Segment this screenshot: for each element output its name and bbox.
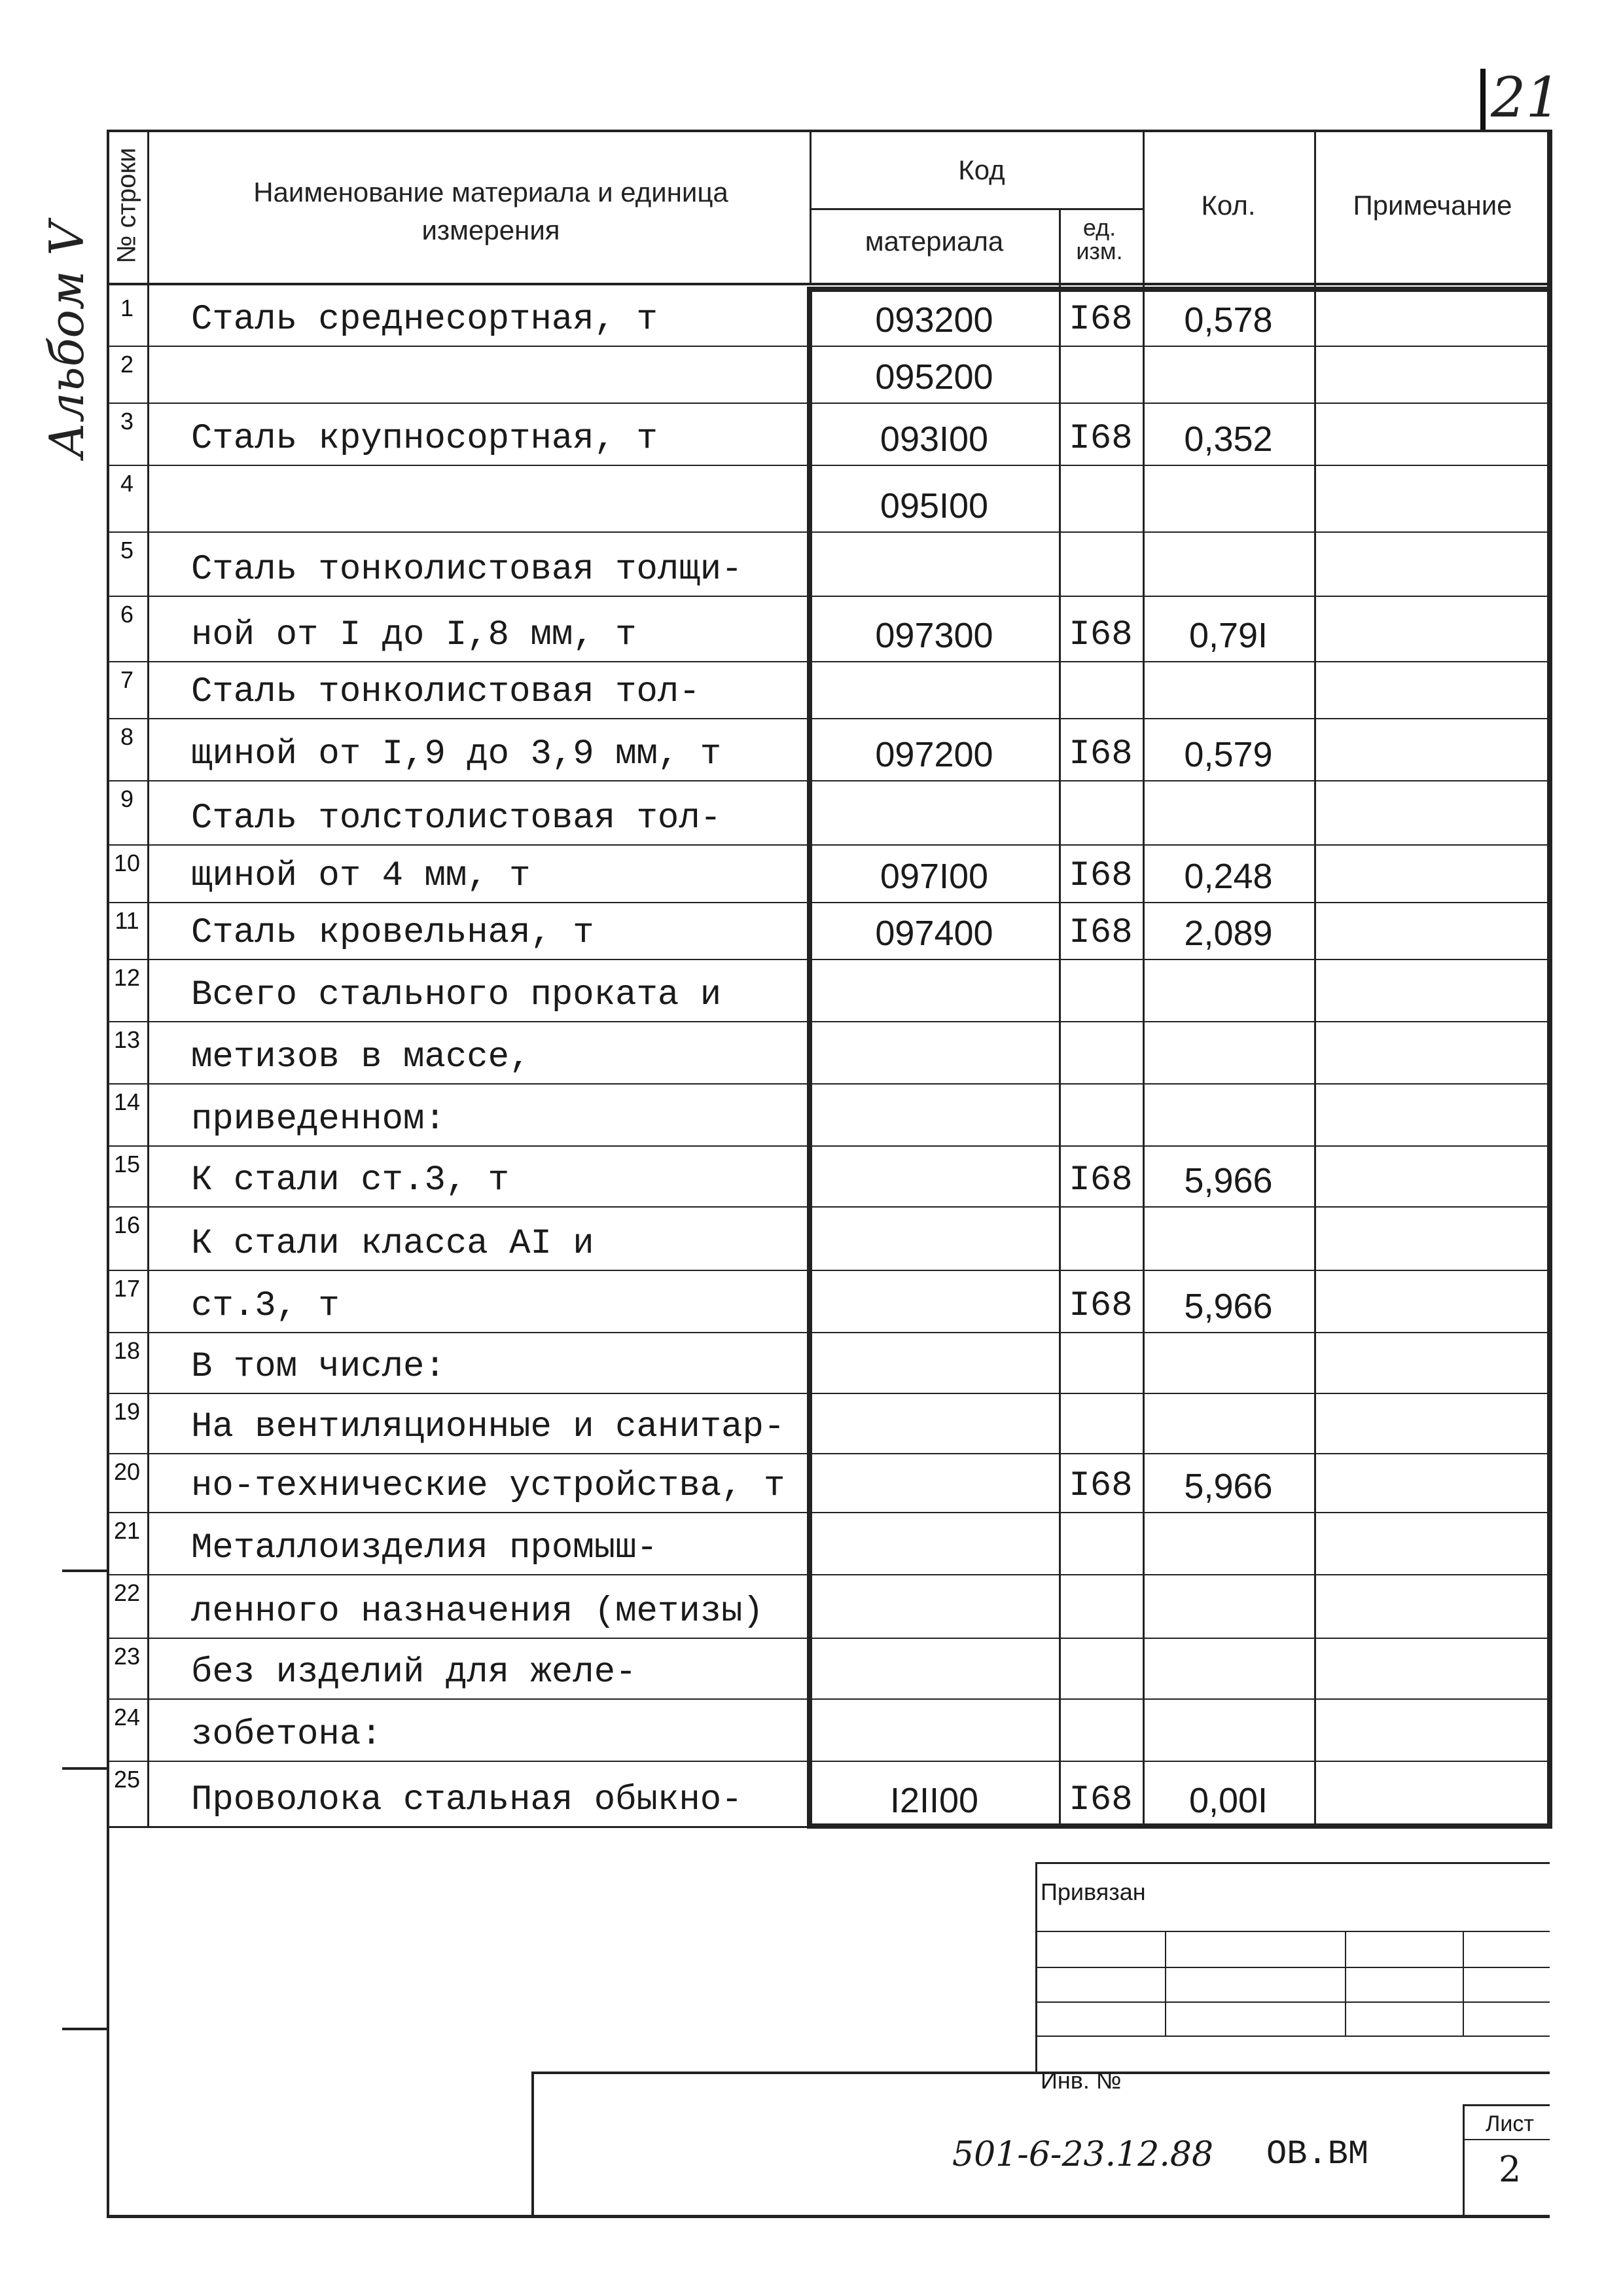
unit-code: I68 — [1069, 1286, 1133, 1326]
material-code: 097400 — [875, 914, 993, 953]
page-number-bar — [1480, 69, 1486, 131]
unit-code: I68 — [1069, 734, 1133, 774]
unit-code: I68 — [1069, 615, 1133, 655]
material-code: 097300 — [875, 616, 993, 655]
page-number: 21 — [1491, 65, 1561, 130]
header-code-divider — [810, 208, 1143, 210]
material-name: Проволока стальная обыкно- — [191, 1780, 743, 1820]
row-number: 17 — [113, 1275, 141, 1302]
stamp-col-3 — [1463, 1931, 1464, 2036]
row-number: 24 — [113, 1704, 141, 1731]
col-divider-code-head — [810, 130, 812, 283]
row-separator — [107, 1574, 1550, 1575]
row-number: 18 — [113, 1337, 141, 1364]
header-code-material: материала — [865, 226, 1004, 257]
unit-code: I68 — [1069, 300, 1133, 340]
row-separator — [107, 531, 1550, 533]
row-separator — [107, 1270, 1550, 1271]
material-name: без изделий для желе- — [191, 1653, 637, 1693]
row-separator — [107, 1083, 1550, 1085]
row-number: 13 — [113, 1026, 141, 1053]
row-number: 23 — [113, 1643, 141, 1670]
margin-mark-1 — [62, 1570, 107, 1572]
row-separator — [107, 346, 1550, 347]
row-number: 25 — [113, 1766, 141, 1793]
sheet-cell-left — [1463, 2104, 1465, 2217]
material-name: ст.3, т — [191, 1286, 340, 1326]
material-name: приведенном: — [191, 1100, 446, 1139]
margin-mark-3 — [62, 2028, 107, 2030]
header-code: Код — [958, 154, 1005, 185]
row-separator — [107, 1145, 1550, 1147]
row-separator — [107, 1206, 1550, 1208]
row-number: 5 — [120, 537, 134, 564]
header-quantity: Кол. — [1201, 190, 1256, 221]
quantity: 0,579 — [1184, 735, 1273, 774]
row-number: 3 — [120, 408, 134, 435]
quantity: 0,578 — [1184, 300, 1273, 340]
stamp-line-2 — [1035, 1967, 1550, 1968]
material-name: метизов в массе, — [191, 1037, 531, 1077]
material-name: Сталь среднесортная, т — [191, 300, 658, 340]
bound-label: Привязан — [1041, 1878, 1146, 1905]
stamp-line-1 — [1035, 1931, 1550, 1932]
row-number: 7 — [120, 666, 134, 693]
row-number: 21 — [113, 1517, 141, 1544]
inventory-label: Инв. № — [1041, 2067, 1122, 2094]
row-number: 14 — [113, 1088, 141, 1115]
sheet-cell-top — [1463, 2104, 1550, 2106]
row-separator — [107, 1393, 1550, 1394]
row-separator — [107, 1698, 1550, 1700]
row-number: 15 — [113, 1151, 141, 1177]
header-row-number: № строки — [112, 147, 141, 264]
row-separator — [107, 1021, 1550, 1022]
row-number: 11 — [115, 907, 139, 934]
row-separator — [107, 718, 1550, 719]
unit-code: I68 — [1069, 419, 1133, 459]
document-code: 501-6-23.12.88 — [952, 2135, 1214, 2174]
quantity: 0,00I — [1188, 1781, 1268, 1820]
row-separator — [107, 1332, 1550, 1333]
stamp-top-line — [1035, 1862, 1550, 1864]
row-number: 10 — [113, 850, 141, 876]
table-bottom-line — [107, 1826, 1550, 1828]
row-separator — [107, 465, 1550, 466]
row-separator — [107, 1512, 1550, 1513]
row-separator — [107, 780, 1550, 781]
material-name: Всего стального проката и — [191, 975, 722, 1015]
material-code: I2II00 — [889, 1781, 979, 1820]
material-name: щиной от I,9 до 3,9 мм, т — [191, 734, 722, 774]
body-frame-top — [807, 287, 1550, 292]
material-name: К стали класса AI и — [191, 1224, 594, 1264]
quantity: 5,966 — [1184, 1467, 1273, 1506]
row-number: 9 — [120, 785, 134, 812]
header-note: Примечание — [1353, 190, 1512, 221]
row-separator — [107, 1453, 1550, 1454]
row-number: 4 — [120, 470, 134, 497]
row-number: 19 — [113, 1398, 141, 1425]
material-name: Сталь тонколистовая тол- — [191, 672, 700, 712]
quantity: 5,966 — [1184, 1161, 1273, 1200]
material-name: Металлоизделия промыш- — [191, 1528, 658, 1568]
material-name: ленного назначения (метизы) — [191, 1592, 764, 1632]
material-code: 093200 — [875, 300, 993, 340]
material-name: Сталь тонколистовая толщи- — [191, 550, 743, 590]
header-name: Наименование материала и единица измерения — [253, 177, 728, 245]
material-code: 095200 — [875, 357, 993, 397]
material-name: На вентиляционные и санитар- — [191, 1407, 785, 1447]
row-separator — [107, 844, 1550, 846]
row-separator — [107, 902, 1550, 903]
row-separator — [107, 596, 1550, 597]
row-number: 12 — [113, 964, 141, 991]
row-separator — [107, 1638, 1550, 1639]
sheet-bottom-line — [107, 2215, 1550, 2218]
material-code: 093I00 — [880, 420, 989, 459]
material-name: К стали ст.3, т — [191, 1160, 510, 1200]
sheet-cell-mid — [1463, 2139, 1550, 2140]
col-divider-note — [1314, 130, 1316, 1826]
row-number: 20 — [113, 1458, 141, 1485]
document-suffix: ОВ.ВМ — [1266, 2135, 1369, 2174]
material-code: 097I00 — [880, 857, 989, 896]
row-separator — [107, 959, 1550, 960]
material-name: зобетона: — [191, 1715, 382, 1755]
material-name: В том числе: — [191, 1347, 446, 1387]
material-name: ной от I до I,8 мм, т — [191, 615, 637, 655]
stamp-line-4 — [1035, 2036, 1550, 2037]
row-number: 8 — [120, 723, 134, 750]
album-label: Альбом V — [39, 221, 94, 458]
stamp-line-3 — [1035, 2001, 1550, 2003]
row-number: 2 — [120, 351, 134, 378]
material-name: но-технические устройства, т — [191, 1466, 785, 1506]
material-name: щиной от 4 мм, т — [191, 856, 531, 896]
unit-code: I68 — [1069, 1160, 1133, 1200]
quantity: 5,966 — [1184, 1287, 1273, 1326]
material-name: Сталь толстолистовая тол- — [191, 798, 722, 838]
row-separator — [107, 1761, 1550, 1762]
row-number: 1 — [120, 295, 134, 321]
stamp-col-2 — [1345, 1931, 1346, 2036]
margin-mark-2 — [62, 1767, 107, 1770]
sheet-number: 2 — [1498, 2149, 1522, 2190]
row-separator — [107, 661, 1550, 662]
row-number: 16 — [113, 1211, 141, 1238]
header-top-line — [107, 130, 1550, 132]
quantity: 0,79I — [1188, 616, 1268, 655]
material-name: Сталь крупносортная, т — [191, 419, 658, 459]
header-bottom-line — [107, 283, 1550, 285]
row-separator — [107, 403, 1550, 404]
col-divider-qty — [1143, 130, 1145, 1826]
row-number: 6 — [120, 601, 134, 628]
stamp-col-1 — [1165, 1931, 1166, 2036]
unit-code: I68 — [1069, 913, 1133, 953]
quantity: 2,089 — [1184, 914, 1273, 953]
sheet-label: Лист — [1486, 2111, 1534, 2136]
unit-code: I68 — [1069, 1466, 1133, 1506]
stamp-main-left — [531, 2072, 534, 2217]
col-divider-number — [147, 130, 149, 1826]
material-code: 097200 — [875, 735, 993, 774]
header-code-unit: ед. изм. — [1076, 214, 1123, 264]
quantity: 0,248 — [1184, 857, 1273, 896]
unit-code: I68 — [1069, 1780, 1133, 1820]
material-code: 095I00 — [880, 486, 989, 526]
quantity: 0,352 — [1184, 420, 1273, 459]
unit-code: I68 — [1069, 856, 1133, 896]
row-number: 22 — [113, 1579, 141, 1606]
material-name: Сталь кровельная, т — [191, 913, 594, 953]
